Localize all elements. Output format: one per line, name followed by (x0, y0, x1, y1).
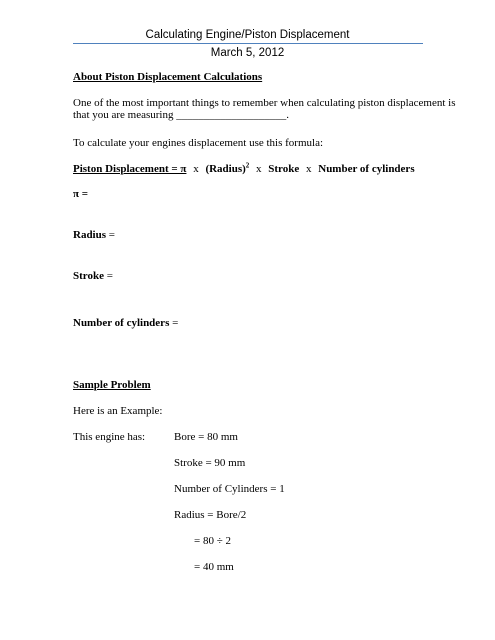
cylinders-equals: = (169, 317, 179, 329)
formula-line (73, 163, 415, 176)
radius-step-2: = 40 mm (194, 561, 234, 573)
stroke-equals: = (103, 270, 113, 282)
stroke-label: Stroke (73, 270, 104, 282)
formula-cylinders: Number of cylinders (318, 163, 415, 175)
formula-radius: (Radius) (205, 163, 246, 175)
formula-stroke: Stroke (268, 163, 300, 175)
radius-label: Radius (73, 229, 107, 241)
formula-times-3: x (306, 163, 312, 175)
section-heading-about: About Piston Displacement Calculations (73, 71, 263, 83)
pi-definition: π = (73, 188, 89, 200)
cylinders-definition (73, 317, 178, 330)
formula-lhs: Piston Displacement = π (73, 163, 187, 175)
formula-intro: To calculate your engines displacement use this formula: (73, 137, 324, 149)
formula-times-1: x (193, 163, 199, 175)
section-heading-sample: Sample Problem (73, 379, 151, 391)
engine-has-label: This engine has: (73, 431, 146, 443)
header-date: March 5, 2012 (210, 47, 285, 59)
intro-paragraph-line1: One of the most important things to remember when calculating piston displacement is (73, 97, 456, 109)
header-rule (73, 43, 423, 44)
stroke-value: Stroke = 90 mm (174, 457, 246, 469)
header-title: Calculating Engine/Piston Displacement (145, 29, 350, 41)
radius-step-1: = 80 ÷ 2 (194, 535, 231, 547)
intro-paragraph-line2: that you are measuring ____________________. (73, 109, 289, 121)
radius-equals: = (106, 229, 115, 241)
sample-intro: Here is an Example: (73, 405, 163, 417)
radius-formula: Radius = Bore/2 (174, 509, 247, 521)
cylinders-label: Number of cylinders (73, 317, 170, 329)
bore-value: Bore = 80 mm (174, 431, 238, 443)
formula-times-2: x (256, 163, 262, 175)
radius-definition (73, 229, 115, 242)
cylinders-value: Number of Cylinders = 1 (174, 483, 285, 495)
stroke-definition (73, 270, 113, 283)
formula-exponent: 2 (245, 161, 250, 170)
